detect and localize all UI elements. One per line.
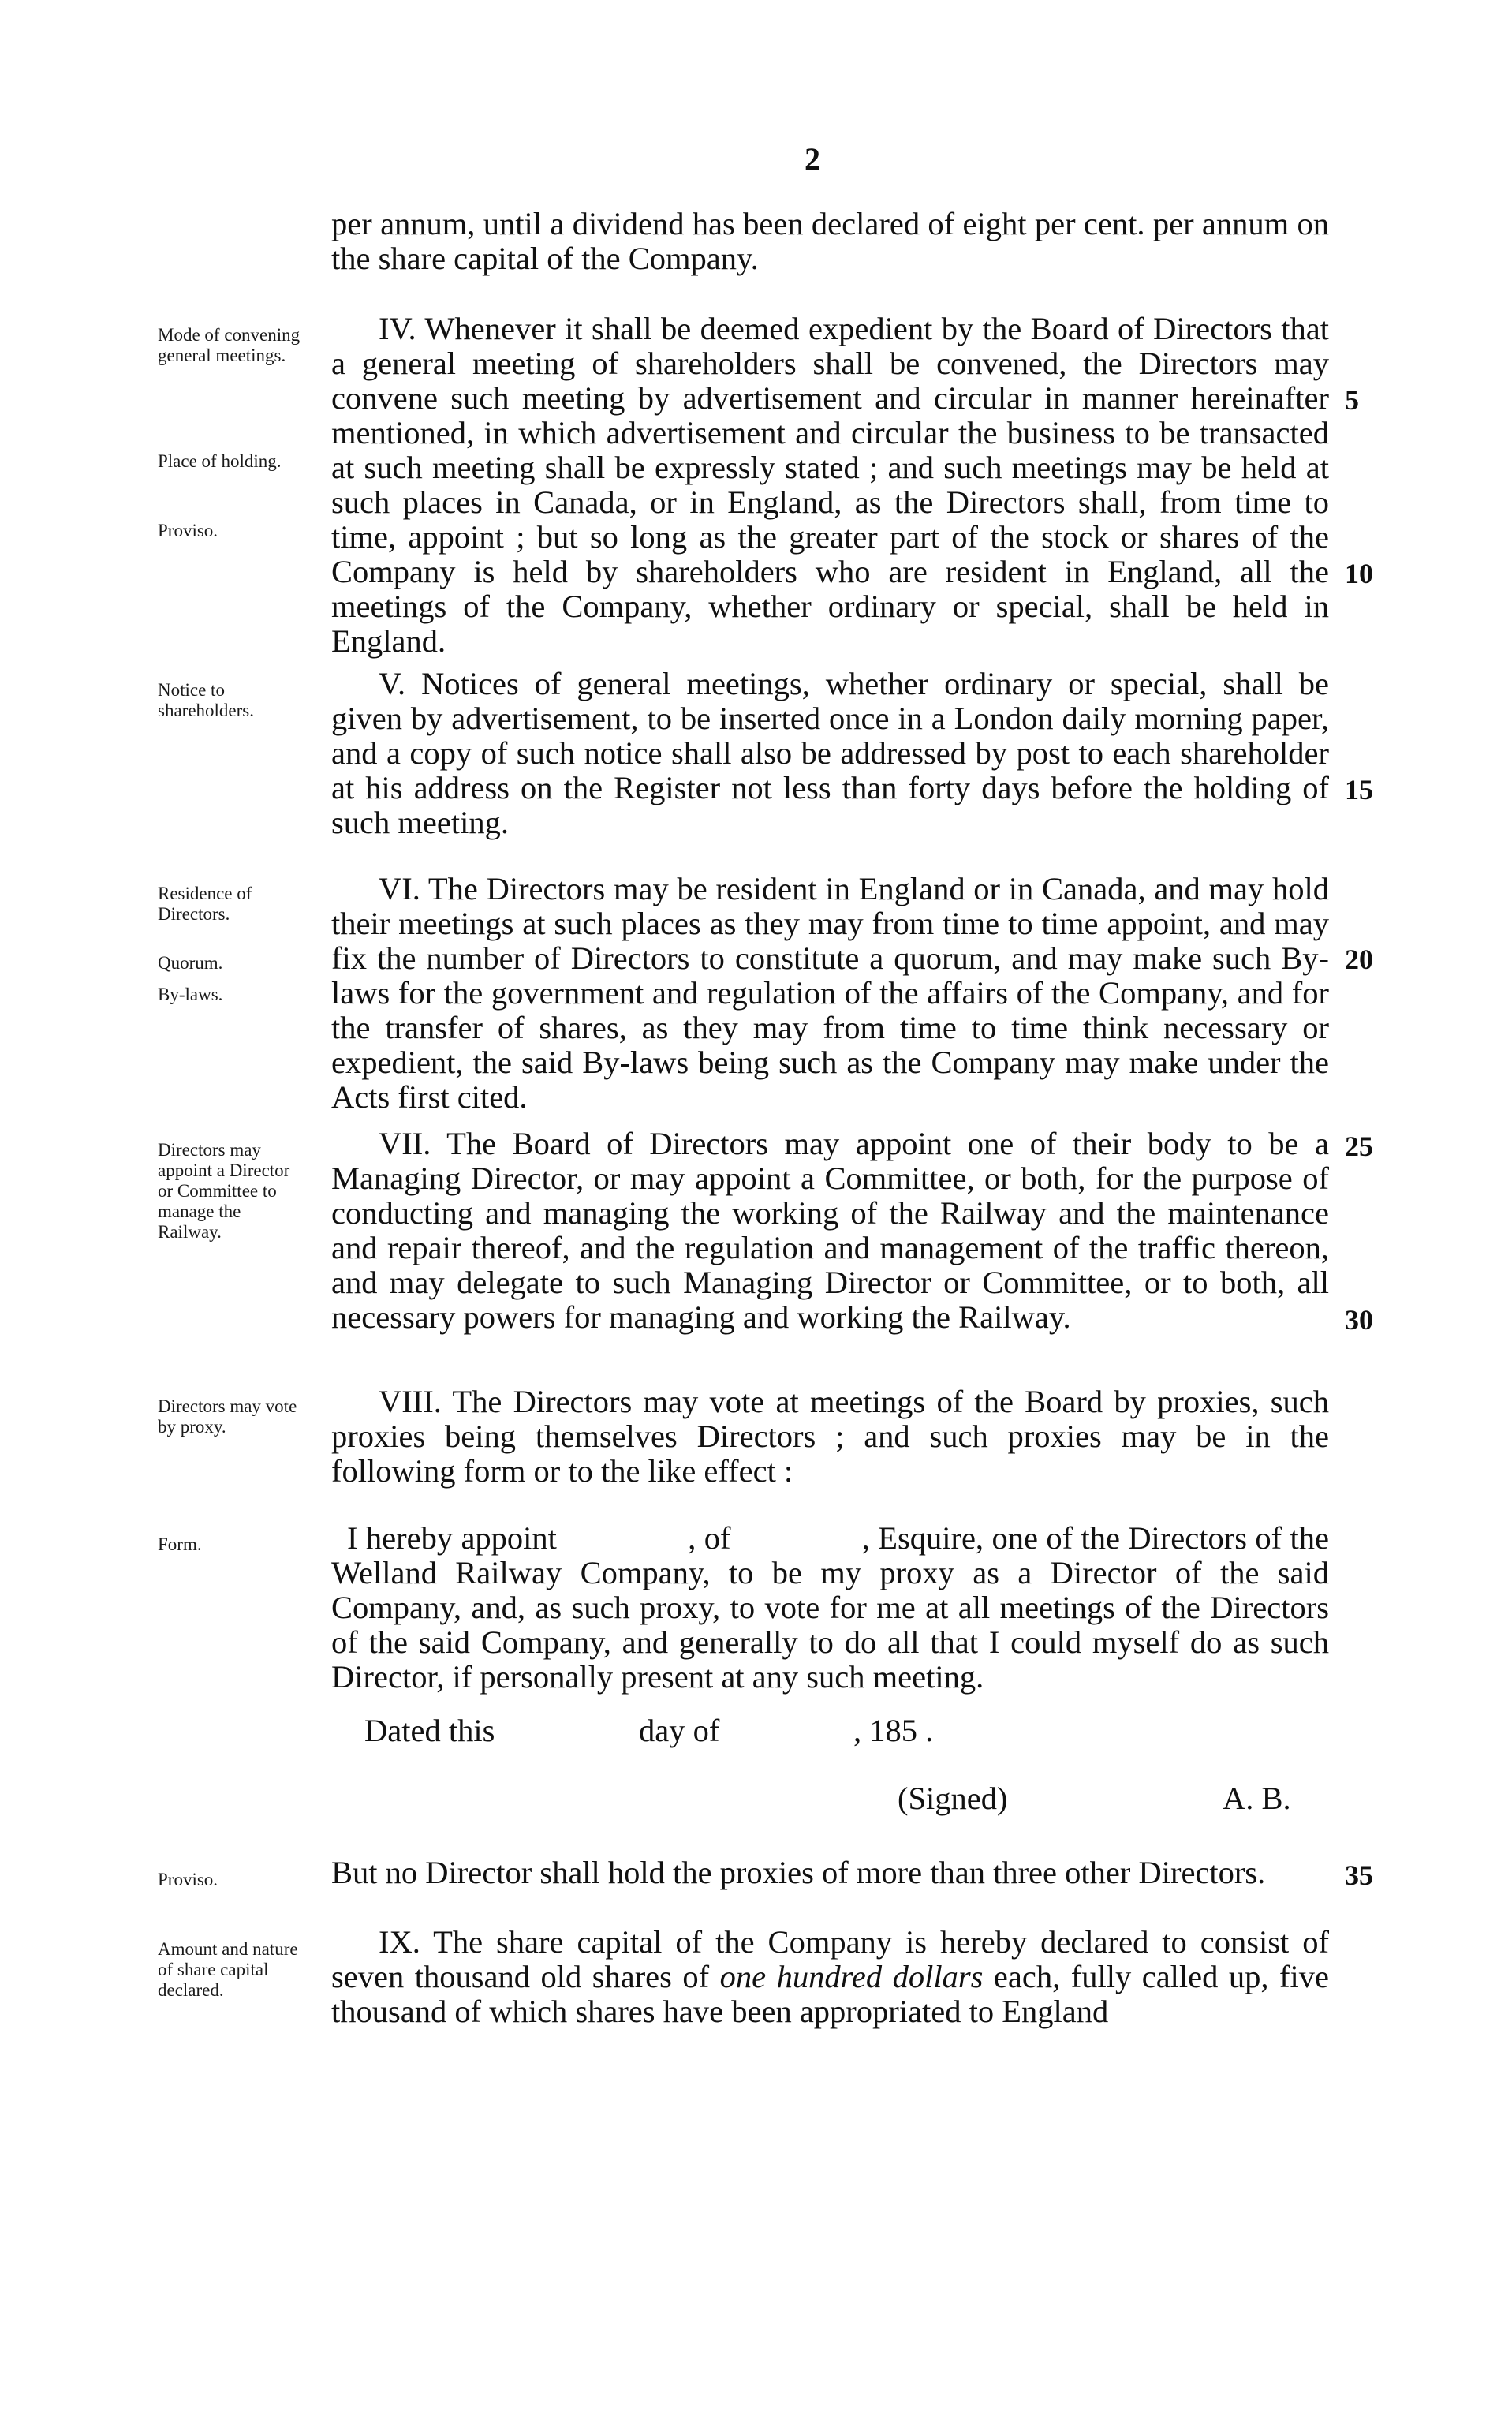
sidenote-mode-of-convening: Mode of convening general meetings. — [158, 325, 301, 365]
line-number-30: 30 — [1345, 1304, 1373, 1336]
page-number: 2 — [805, 141, 820, 177]
section-ix-start: IX. The share capital of the Company is hereby declared to consist of seven thousand old shares of — [331, 1924, 1329, 1994]
section-v: V. Notices of general meetings, whether ordinary or special, shall be given by advertisement, to be inserted once in a London daily morning paper, and a copy of such notice shall also be addressed by post to each shareholder at his address on the Register not less than forty days before the holding of such meeting. — [331, 666, 1329, 840]
line-number-5: 5 — [1345, 384, 1359, 416]
form-initials: A. B. — [1223, 1781, 1291, 1816]
section-iv: IV. Whenever it shall be deemed expedient by the Board of Directors that a general meeting of shareholders shall be convened, the Directors may convene such meeting by advertisement and circular in manner hereinafter mentioned, in which advertisement and circular the business to be transacted at such meeting shall be expressly stated ; and such meetings may be held at such places in Canada, or in England, as the Directors shall, from time to time, appoint ; but so long as the greater part of the stock or shares of the Company is held by shareholders who are resident in England, all the meetings of the Company, whether ordinary or special, shall be held in England. — [331, 311, 1329, 659]
section-vi: VI. The Directors may be resident in England or in Canada, and may hold their meetings at such places as they may from time to time appoint, and may fix the number of Directors to constitute a quorum, and may make such By-laws for the government and regulation of the affairs of the Company, and for the transfer of shares, as they may from time to time think necessary or expedient, the said By-laws being such as the Company may make under the Acts first cited. — [331, 871, 1329, 1115]
sidenote-residence: Residence of Directors. — [158, 884, 252, 924]
form-signed: (Signed) — [898, 1781, 1008, 1816]
sidenote-proviso-2: Proviso. — [158, 1870, 218, 1889]
line-number-20: 20 — [1345, 944, 1373, 975]
line-number-25: 25 — [1345, 1131, 1373, 1162]
intro-paragraph: per annum, until a dividend has been declared of eight per cent. per annum on the share capital of the Company. — [331, 206, 1329, 276]
sidenote-bylaws: By-laws. — [158, 985, 223, 1004]
section-ix — [331, 1925, 1329, 2029]
sidenote-place-of-holding: Place of holding. — [158, 451, 282, 471]
section-ix-italic: one hundred dollars — [719, 1959, 984, 1994]
line-number-15: 15 — [1345, 774, 1373, 805]
sidenote-vote-by-proxy: Directors may vote by proxy. — [158, 1396, 297, 1437]
line-number-10: 10 — [1345, 558, 1373, 589]
proviso-paragraph: But no Director shall hold the proxies of more than three other Directors. — [331, 1855, 1266, 1890]
section-vii: VII. The Board of Directors may appoint one of their body to be a Managing Director, or may appoint a Committee, or both, for the purpose of conducting and managing the working of the Railway and the maintenance and repair thereof, and the regulation and management of the traffic thereon, and may delegate to such Managing Director or Committee, or to both, all necessary powers for managing and working the Railway. — [331, 1126, 1329, 1335]
line-number-35: 35 — [1345, 1859, 1373, 1891]
form-dated-this: Dated this — [364, 1713, 495, 1748]
sidenote-managing-director: Directors may appoint a Director or Committee to manage the Railway. — [158, 1140, 290, 1242]
sidenote-form: Form. — [158, 1534, 202, 1554]
form-day-of: day of — [639, 1713, 720, 1748]
proxy-form-text: I hereby appoint , of , Esquire, one of the Directors of the Welland Railway Company, to be my proxy as a Director of the said Company, and, as such proxy, to vote for me at all meetings of the Directors of the said Company, and generally to do all that I could myself do as such Director, if personally present at any such meeting. — [331, 1520, 1338, 1695]
sidenote-notice: Notice to shareholders. — [158, 680, 254, 720]
section-ix-end: each, fully called up, five thousand of which shares have been appropriated to England — [331, 1959, 1329, 2029]
form-year: , 185 . — [853, 1713, 934, 1748]
sidenote-proviso-1: Proviso. — [158, 521, 218, 540]
sidenote-share-capital: Amount and nature of share capital declared. — [158, 1939, 298, 2000]
section-viii: VIII. The Directors may vote at meetings of the Board by proxies, such proxies being themselves Directors ; and such proxies may be in the following form or to the like effect : — [331, 1384, 1329, 1489]
sidenote-quorum: Quorum. — [158, 953, 223, 973]
